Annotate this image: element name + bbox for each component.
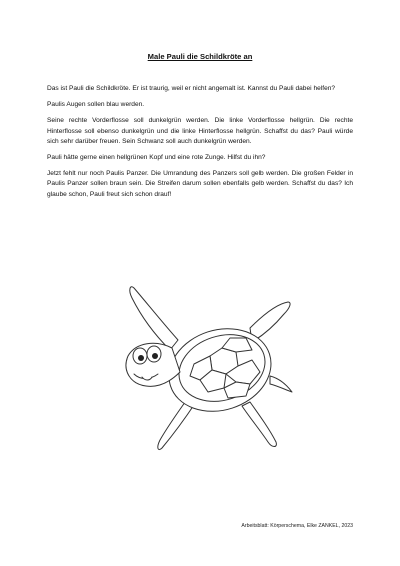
front-left-flipper (130, 287, 178, 350)
tail (270, 376, 292, 392)
footer-credit: Arbeitsblatt: Körperschema, Elke ZANKEL, 2023 (241, 523, 353, 529)
paragraph-head: Pauli hätte gerne einen hellgrünen Kopf und eine rote Zunge. Hilfst du ihn? (47, 154, 266, 162)
rear-right-flipper (242, 402, 276, 447)
paragraph-shell: Jetzt fehlt nur noch Paulis Panzer. Die Umrandung des Panzers soll gelb werden. Die großen Felder in Paulis Panzer sollen braun sein. Die Streifen darum sollen ebenfalls gelb werden. Schaffst du das? Ich glaube schon, Pauli freut sich schon drauf! (47, 170, 353, 198)
page-title: Male Pauli die Schildkröte an (147, 52, 253, 61)
paragraph-intro: Das ist Pauli die Schildkröte. Er ist traurig, weil er nicht angemalt ist. Kannst du Pauli dabei helfen? (47, 85, 336, 92)
paragraph-flippers: Seine rechte Vorderflosse soll dunkelgrün werden. Die linke Vorderflosse hellgrün. Die rechte Hinterflosse soll ebenso dunkelgrün und die linke Hinterflosse hellgrün. Schaffst du das? Pauli würde sich sehr darüber freuen. Sein Schwanz soll auch dunkelgrün werden. (47, 117, 353, 145)
turtle-coloring-outline-icon (100, 280, 300, 460)
instruction-text (47, 84, 353, 206)
paragraph-eyes: Paulis Augen sollen blau werden. (47, 101, 145, 109)
